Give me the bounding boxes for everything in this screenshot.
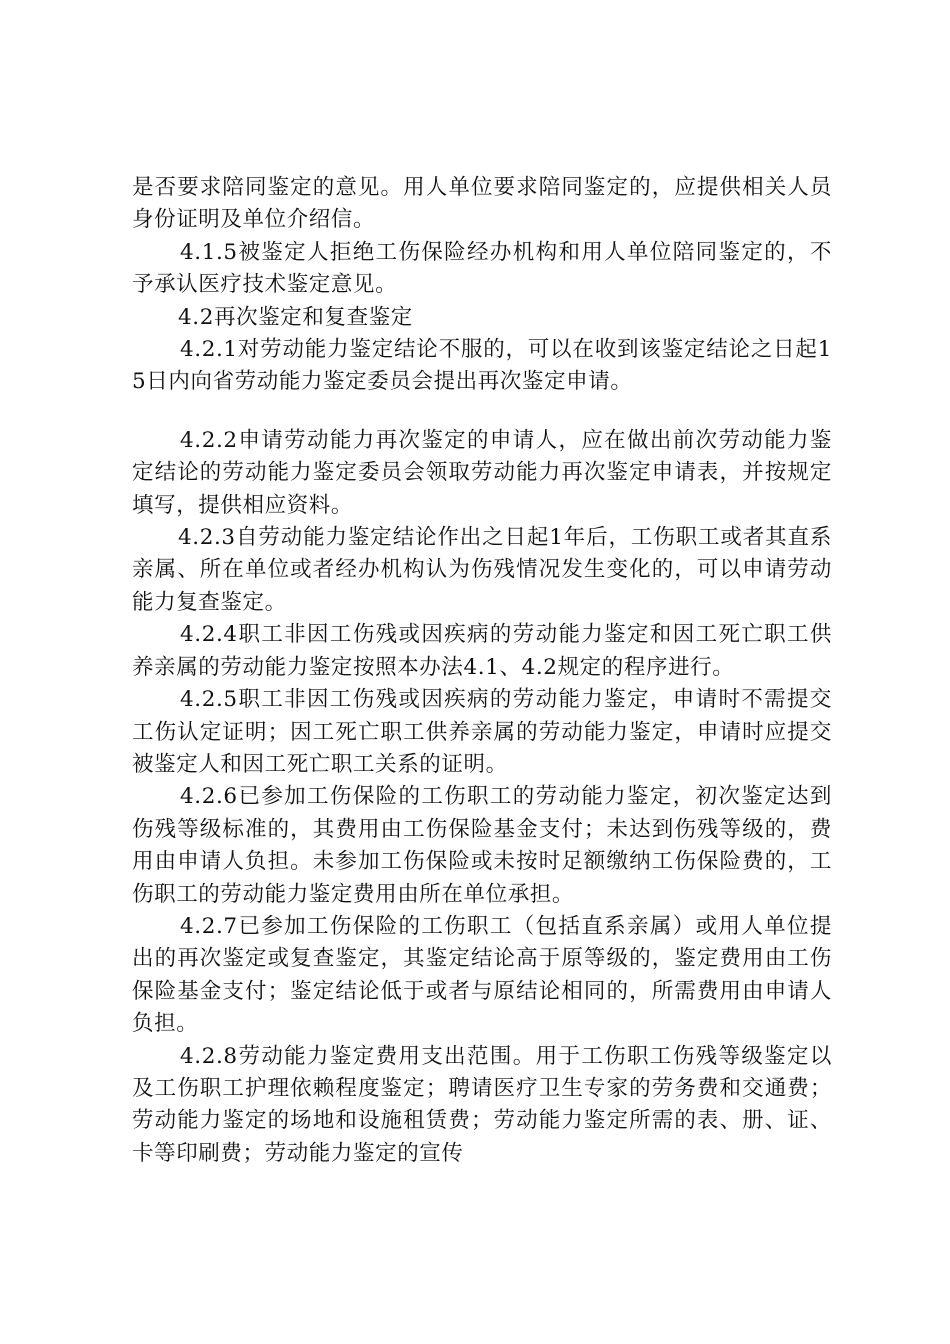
paragraph-4-2-7: 4.2.7已参加工伤保险的工伤职工（包括直系亲属）或用人单位提出的再次鉴定或复查鉴定，其鉴定结论高于原等级的，鉴定费用由工伤保险基金支付；鉴定结论低于或者与原结论相同的，所需费用由申请人负担。 — [132, 913, 832, 1037]
paragraph-4-2-3: 4.2.3自劳动能力鉴定结论作出之日起1年后，工伤职工或者其直系亲属、所在单位或者经办机构认为伤残情况发生变化的，可以申请劳动能力复查鉴定。 — [132, 525, 832, 615]
section-heading-4-2: 4.2再次鉴定和复查鉴定 — [178, 304, 413, 330]
paragraph-4-2-6: 4.2.6已参加工伤保险的工伤职工的劳动能力鉴定，初次鉴定达到伤残等级标准的，其费用由工伤保险基金支付；未达到伤残等级的，费用由申请人负担。未参加工伤保险或未按时足额缴纳工伤保险费的，工伤职工的劳动能力鉴定费用由所在单位承担。 — [132, 784, 832, 907]
document-body — [132, 172, 832, 1170]
paragraph-4-2-1: 4.2.1对劳动能力鉴定结论不服的，可以在收到该鉴定结论之日起15日内向省劳动能力鉴定委员会提出再次鉴定申请。 — [132, 337, 832, 395]
paragraph-4-1-5: 4.1.5被鉴定人拒绝工伤保险经办机构和用人单位陪同鉴定的，不予承认医疗技术鉴定意见。 — [132, 239, 832, 298]
paragraph-4-2-5: 4.2.5职工非因工伤残或因疾病的劳动能力鉴定，申请时不需提交工伤认定证明；因工死亡职工供养亲属的劳动能力鉴定，申请时应提交被鉴定人和因工死亡职工关系的证明。 — [132, 687, 832, 777]
paragraph-4-2-4: 4.2.4职工非因工伤残或因疾病的劳动能力鉴定和因工死亡职工供养亲属的劳动能力鉴定按照本办法4.1、4.2规定的程序进行。 — [132, 622, 832, 680]
paragraph-4-2-2: 4.2.2申请劳动能力再次鉴定的申请人，应在做出前次劳动能力鉴定结论的劳动能力鉴定委员会领取劳动能力再次鉴定申请表，并按规定填写，提供相应资料。 — [132, 427, 832, 518]
paragraph-continuation: 是否要求陪同鉴定的意见。用人单位要求陪同鉴定的，应提供相关人员身份证明及单位介绍信。 — [132, 175, 832, 233]
paragraph-4-2-8: 4.2.8劳动能力鉴定费用支出范围。用于工伤职工伤残等级鉴定以及工伤职工护理依赖程度鉴定；聘请医疗卫生专家的劳务费和交通费；劳动能力鉴定的场地和设施租赁费；劳动能力鉴定所需的表、册、证、卡等印刷费；劳动能力鉴定的宣传 — [132, 1043, 832, 1166]
